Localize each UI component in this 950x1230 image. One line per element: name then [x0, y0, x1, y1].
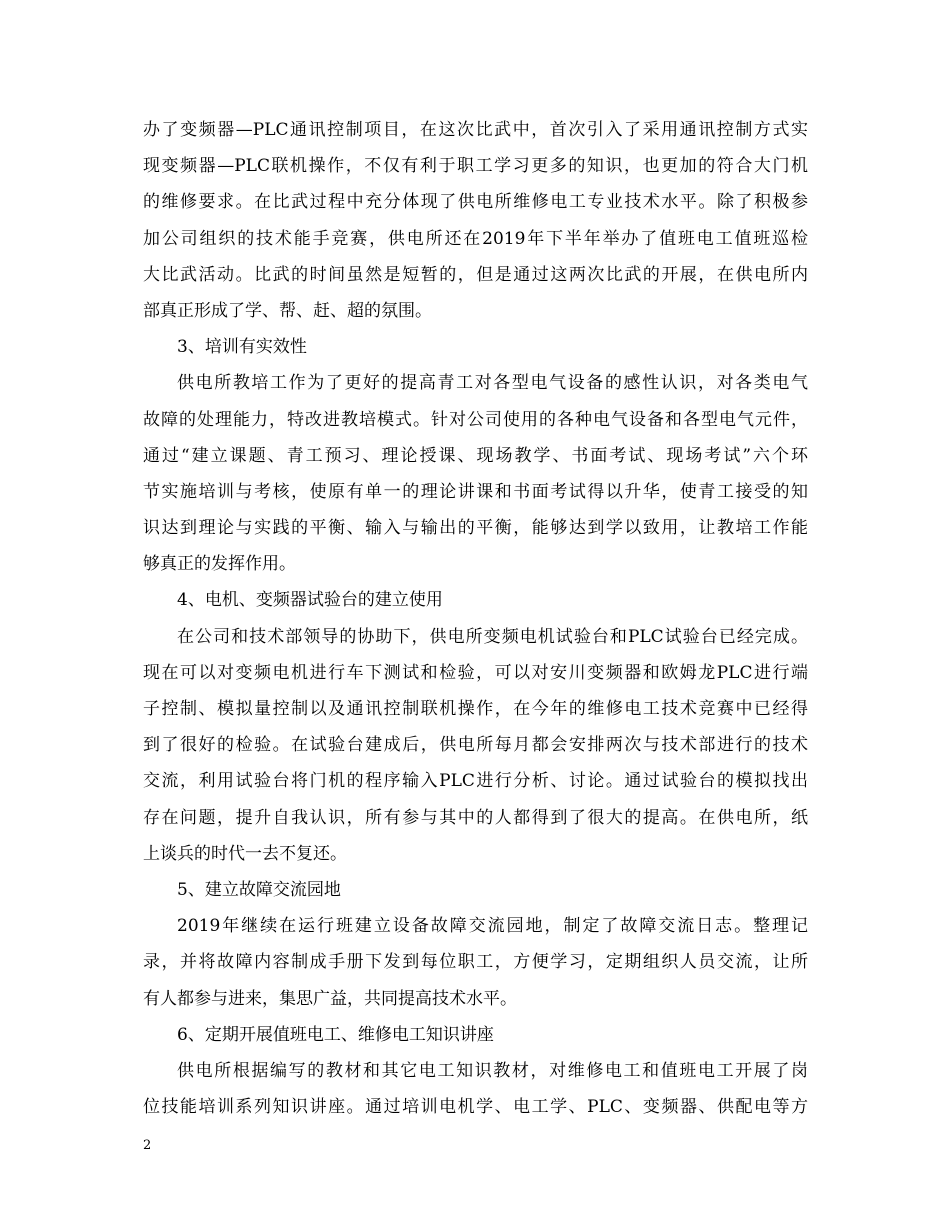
- text-line: 上谈兵的时代一去不复还。: [143, 843, 347, 864]
- text-line: 供电所教培工作为了更好的提高青工对各型电气设备的感性认识，对各类电气: [177, 373, 808, 394]
- text-line: 4、电机、变频器试验台的建立使用: [177, 590, 443, 611]
- text-line: 部真正形成了学、帮、赶、超的氛围。: [143, 300, 432, 321]
- page-number: 2: [143, 1138, 152, 1153]
- text-line: 供电所根据编写的教材和其它电工知识教材，对维修电工和值班电工开展了岗: [177, 1060, 808, 1081]
- text-line: 子控制、模拟量控制以及通讯控制联机操作，在今年的维修电工技术竞赛中已经得: [143, 699, 808, 719]
- text-line: 存在问题，提升自我认识，所有参与其中的人都得到了很大的提高。在供电所，纸: [143, 807, 808, 828]
- text-line: 在公司和技术部领导的协助下，供电所变频电机试验台和PLC试验台已经完成。: [177, 626, 808, 647]
- text-line: 位技能培训系列知识讲座。通过培训电机学、电工学、PLC、变频器、供配电等方: [143, 1097, 808, 1118]
- text-line: 6、定期开展值班电工、维修电工知识讲座: [177, 1024, 494, 1045]
- text-line: 的维修要求。在比武过程中充分体现了供电所维修电工专业技术水平。除了积极参: [143, 192, 808, 213]
- text-line: 现变频器—PLC联机操作，不仅有利于职工学习更多的知识，也更加的符合大门机: [143, 156, 808, 177]
- text-line: 节实施培训与考核，使原有单一的理论讲课和书面考试得以升华，使青工接受的知: [143, 481, 808, 502]
- text-line: 3、培训有实效性: [177, 337, 307, 358]
- text-line: 识达到理论与实践的平衡、输入与输出的平衡，能够达到学以致用，让教培工作能: [143, 518, 808, 539]
- text-line: 通过“建立课题、青工预习、理论授课、现场教学、书面考试、现场考试”六个环: [143, 445, 808, 466]
- text-line: 大比武活动。比武的时间虽然是短暂的，但是通过这两次比武的开展，在供电所内: [143, 264, 808, 285]
- text-line: 5、建立故障交流园地: [177, 879, 341, 900]
- text-line: 2019年继续在运行班建立设备故障交流园地，制定了故障交流日志。整理记: [177, 916, 808, 937]
- text-line: 有人都参与进来，集思广益，共同提高技术水平。: [143, 988, 517, 1009]
- text-line: 录，并将故障内容制成手册下发到每位职工，方便学习，定期组织人员交流，让所: [143, 952, 808, 973]
- text-line: 交流，利用试验台将门机的程序输入PLC进行分析、讨论。通过试验台的模拟找出: [143, 771, 808, 792]
- text-line: 到了很好的检验。在试验台建成后，供电所每月都会安排两次与技术部进行的技术: [143, 735, 808, 756]
- text-line: 现在可以对变频电机进行车下测试和检验，可以对安川变频器和欧姆龙PLC进行端: [143, 662, 808, 683]
- text-line: 办了变频器—PLC通讯控制项目，在这次比武中，首次引入了采用通讯控制方式实: [143, 120, 808, 140]
- text-line: 加公司组织的技术能手竞赛，供电所还在2019年下半年举办了值班电工值班巡检: [143, 228, 808, 249]
- text-line: 故障的处理能力，特改进教培模式。针对公司使用的各种电气设备和各型电气元件，: [143, 409, 808, 430]
- text-line: 够真正的发挥作用。: [143, 554, 296, 575]
- document-body: [143, 112, 808, 1125]
